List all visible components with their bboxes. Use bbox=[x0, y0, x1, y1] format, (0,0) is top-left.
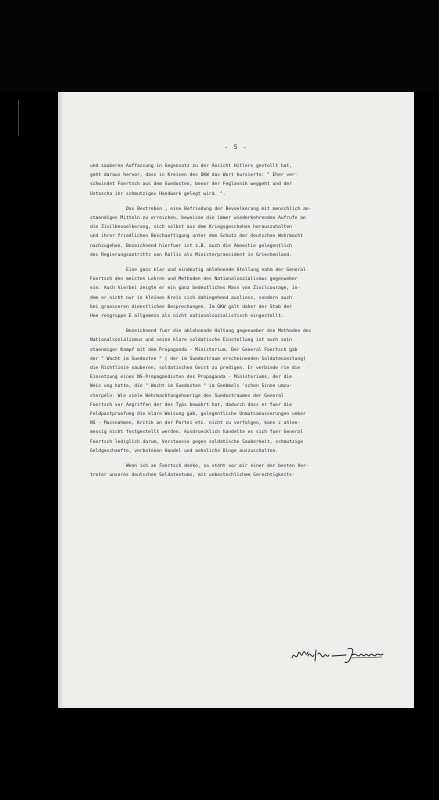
text-line: Weis ung hatte, die " Wacht im Suedosten " im Goebbels 'schen Sinne umzu- bbox=[90, 384, 292, 390]
page-number: - 5 - bbox=[224, 144, 248, 151]
text-line: Wenn ich an Foertsch denke, so steht vor mir einer der besten Ver- bbox=[126, 464, 309, 470]
text-line: NS - Massnahmen, Kritik an der Partei etc. nicht zu verfolgen, kann z ahlen- bbox=[90, 421, 301, 427]
text-line: ein. Auch hierbei zeigte er ein ganz bedeutliches Mass von Zivilcourage, in- bbox=[90, 286, 301, 292]
text-line: sterpeln. Wie viele Wehrmachtangehoerige des Suedostraumes der General bbox=[90, 393, 284, 399]
scan-mark bbox=[18, 100, 19, 136]
handwritten-signature bbox=[290, 644, 386, 666]
text-line: Eine ganz klar und eindeutig ablehnende Stellung nahm der General bbox=[126, 268, 306, 274]
page-edge-shadow bbox=[58, 92, 64, 708]
paragraph bbox=[90, 162, 390, 199]
text-line: geht daraus hervor, dass in Kreisen des OKW das Wort kursierte: " Eher ver- bbox=[90, 173, 298, 179]
text-line: schwindet Foertsch aus dem Suedosten, bevor der Feglavnik weggeht und der bbox=[90, 182, 292, 188]
document-body bbox=[90, 162, 390, 487]
text-line: Bezeichnend fuer die ablehnende Haltung gegenueber den Methoden des bbox=[126, 329, 312, 335]
text-line: Das Bestreben , eine Befriedung der Bevoelkerung mit menschlich an- bbox=[126, 206, 312, 212]
text-line: Ustascha ihr schmutziges Handwerk gelegt wird. ". bbox=[90, 191, 226, 197]
signature-drawing bbox=[290, 644, 386, 666]
paragraph bbox=[90, 462, 390, 480]
text-line: die Richtlinie sauberen, soldatischen Geist zu predigen. Er verbinde rie die bbox=[90, 366, 301, 372]
text-line: staendigen Mitteln zu erreichen, beweisen die immer wiederkehrenden Aufrufe an bbox=[90, 216, 306, 222]
text-line: Foertsch vor Angriffen der des Typs bewahrt hat, dadurch dass er fuer die bbox=[90, 402, 292, 408]
text-line: Foertsch den meisten Lehren und Methoden des Nationalsozialismus gegenueber bbox=[90, 277, 298, 283]
text-line: Foertsch lediglich darum, Verstoesse gegen soldatische Sauberkeit, schmutzige bbox=[90, 439, 303, 445]
text-line: und sauberen Auffassung in Gegensatz zu der Ansicht Hitlers gestellt hat, bbox=[90, 164, 292, 169]
text-line: bei groesseren dienstlichen Besprechungen. Im OKW galt daher der Stab der bbox=[90, 304, 292, 310]
text-line: staendiger Kampf mit dem Propaganda - Ministerium. Der General Foertsch gab bbox=[90, 347, 298, 353]
document-page bbox=[58, 92, 414, 708]
text-line: treter unseres deutschen Soldatentums, mit unbestechlichem Gerechtigkeits- bbox=[90, 473, 295, 479]
text-line: Geldgeschaefte, verbotenen Handel und aehnliche Dinge auszuschalten. bbox=[90, 448, 279, 454]
text-line: Hee resgruppe E allgemein als nicht nationalsozialistisch eingestellt. bbox=[90, 314, 284, 320]
paragraph bbox=[90, 205, 390, 260]
text-line: und ihrer friedlichen Beschaeftigung unter dem Schutz der deutschen Wehrmacht bbox=[90, 234, 303, 240]
text-line: dem er nicht nur in kleinen Kreis sich dahingehend ausliess, sondern auch bbox=[90, 295, 292, 301]
scanner-top-border bbox=[0, 0, 439, 92]
text-line: Feldpostpruefung die klare Weisung gab, gelegentliche Unmutsaeusserungen ueber bbox=[90, 412, 306, 418]
text-line: messig nicht festgestellt werden. Ausdruecklich handelte es sich fuer General bbox=[90, 430, 303, 436]
text-line: nachzugehen. Bezeichnend hierfuer ist z.B. auch die Amnestie gelegentlich bbox=[90, 243, 292, 249]
text-line: Einsetzung eines NS-Propagandisten des Propaganda - Ministeriums, der die bbox=[90, 375, 292, 381]
text-line: die Zivilbevoelkerung, sich selbst aus dem Kriegsgeschehen herauszuhalten bbox=[90, 225, 292, 231]
text-line: des Regierungsantritts von Rallis als Ministerpraesident in Griechenland. bbox=[90, 252, 292, 258]
paragraph bbox=[90, 266, 390, 321]
paragraph bbox=[90, 327, 390, 456]
text-line: der " Wacht im Suedosten " ( der im Suedostraum erscheinenden Soldatenzeitung) bbox=[90, 356, 306, 362]
text-line: Nationalsozialismus und seine klare soldatische Einstellung ist auch sein bbox=[90, 338, 292, 344]
